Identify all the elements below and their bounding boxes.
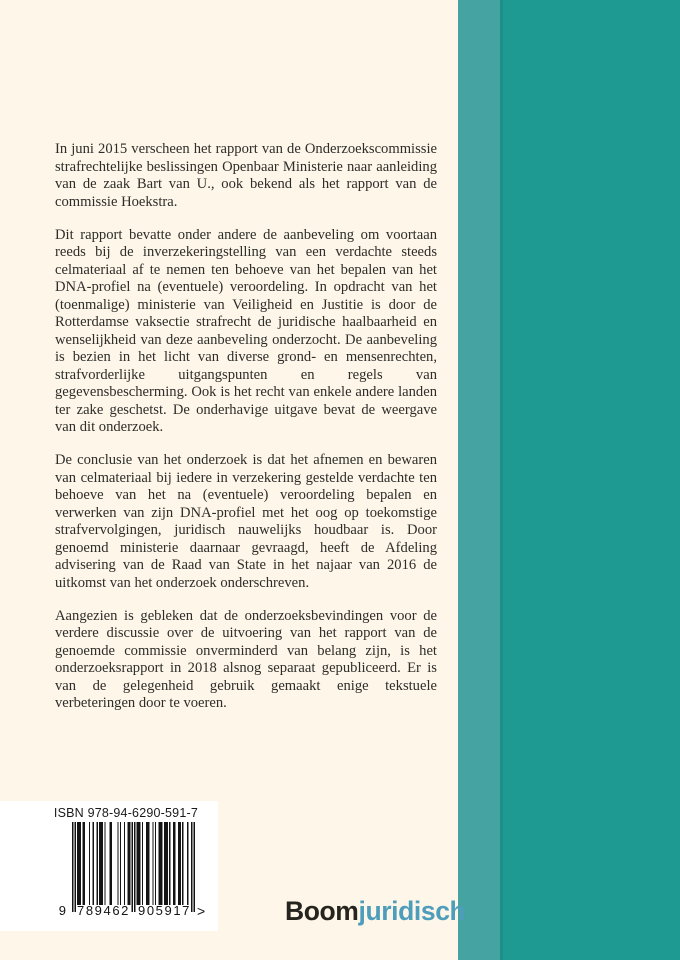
back-cover-text [55, 141, 437, 713]
spine-strip-light [458, 0, 500, 960]
logo-boom-text: Boom [285, 896, 359, 926]
paragraph-conclusion: De conclusie van het onderzoek is dat het afnemen en bewaren van celmateriaal bij iedere in verzekering gestelde verdachte ten behoeve van het na (eventuele) veroordeling bepalen en verwerken van zijn DNA-profiel met het oog op toekomstige strafvervolgingen, juridisch nauwelijks houdbaar is. Door genoemd ministerie daarnaar gevraagd, heeft de Afdeling advisering van de Raad van State in het najaar van 2016 de uitkomst van het onderzoek onderschreven. [55, 452, 437, 591]
ean13-barcode-icon [72, 822, 195, 912]
paragraph-publication: Aangezien is gebleken dat de onderzoeksbevindingen voor de verdere discussie over de uitvoering van het rapport van de genoemde commissie onverminderd van belang zijn, is het onderzoeksrapport in 2018 alsnog separaat gepubliceerd. Er is van de gelegenheid gebruik gemaakt enige tekstuele verbeteringen door te voeren. [55, 607, 437, 711]
isbn-label: ISBN 978-94-6290-591-7 [53, 806, 198, 820]
barcode-panel [0, 801, 218, 931]
spine-strip-dark [500, 0, 680, 960]
paragraph-intro: In juni 2015 verscheen het rapport van de Onderzoekscommissie strafrechtelijke beslissingen Openbaar Ministerie naar aanleiding van de zaak Bart van U., ook bekend als het rapport van de commissie Hoekstra. [55, 141, 437, 210]
barcode-digit-first: 9 [58, 903, 66, 918]
barcode-digits-right: 905917 [138, 903, 191, 918]
logo-juridisch-text: juridisch [358, 896, 466, 926]
publisher-logo [285, 896, 465, 927]
paragraph-report: Dit rapport bevatte onder andere de aanbeveling om voortaan reeds bij de inverzekeringstelling van een verdachte steeds celmateriaal af te nemen ten behoeve van het bepalen van het DNA-profiel na (eventuele) veroordeling. In opdracht van het (toenmalige) ministerie van Veiligheid en Justitie is door de Rotterdamse vaksectie strafrecht de juridische haalbaarheid en wenselijkheid van deze aanbeveling onderzocht. De aanbeveling is bezien in het licht van diverse grond- en mensenrechten, strafvorderlijke uitgangspunten en regels van gegevensbescherming. Ook is het recht van enkele andere landen ter zake geschetst. De onderhavige uitgave bevat de weergave van dit onderzoek. [55, 226, 437, 435]
barcode-digits-left: 789462 [77, 903, 130, 918]
barcode-arrow: > [197, 903, 206, 919]
